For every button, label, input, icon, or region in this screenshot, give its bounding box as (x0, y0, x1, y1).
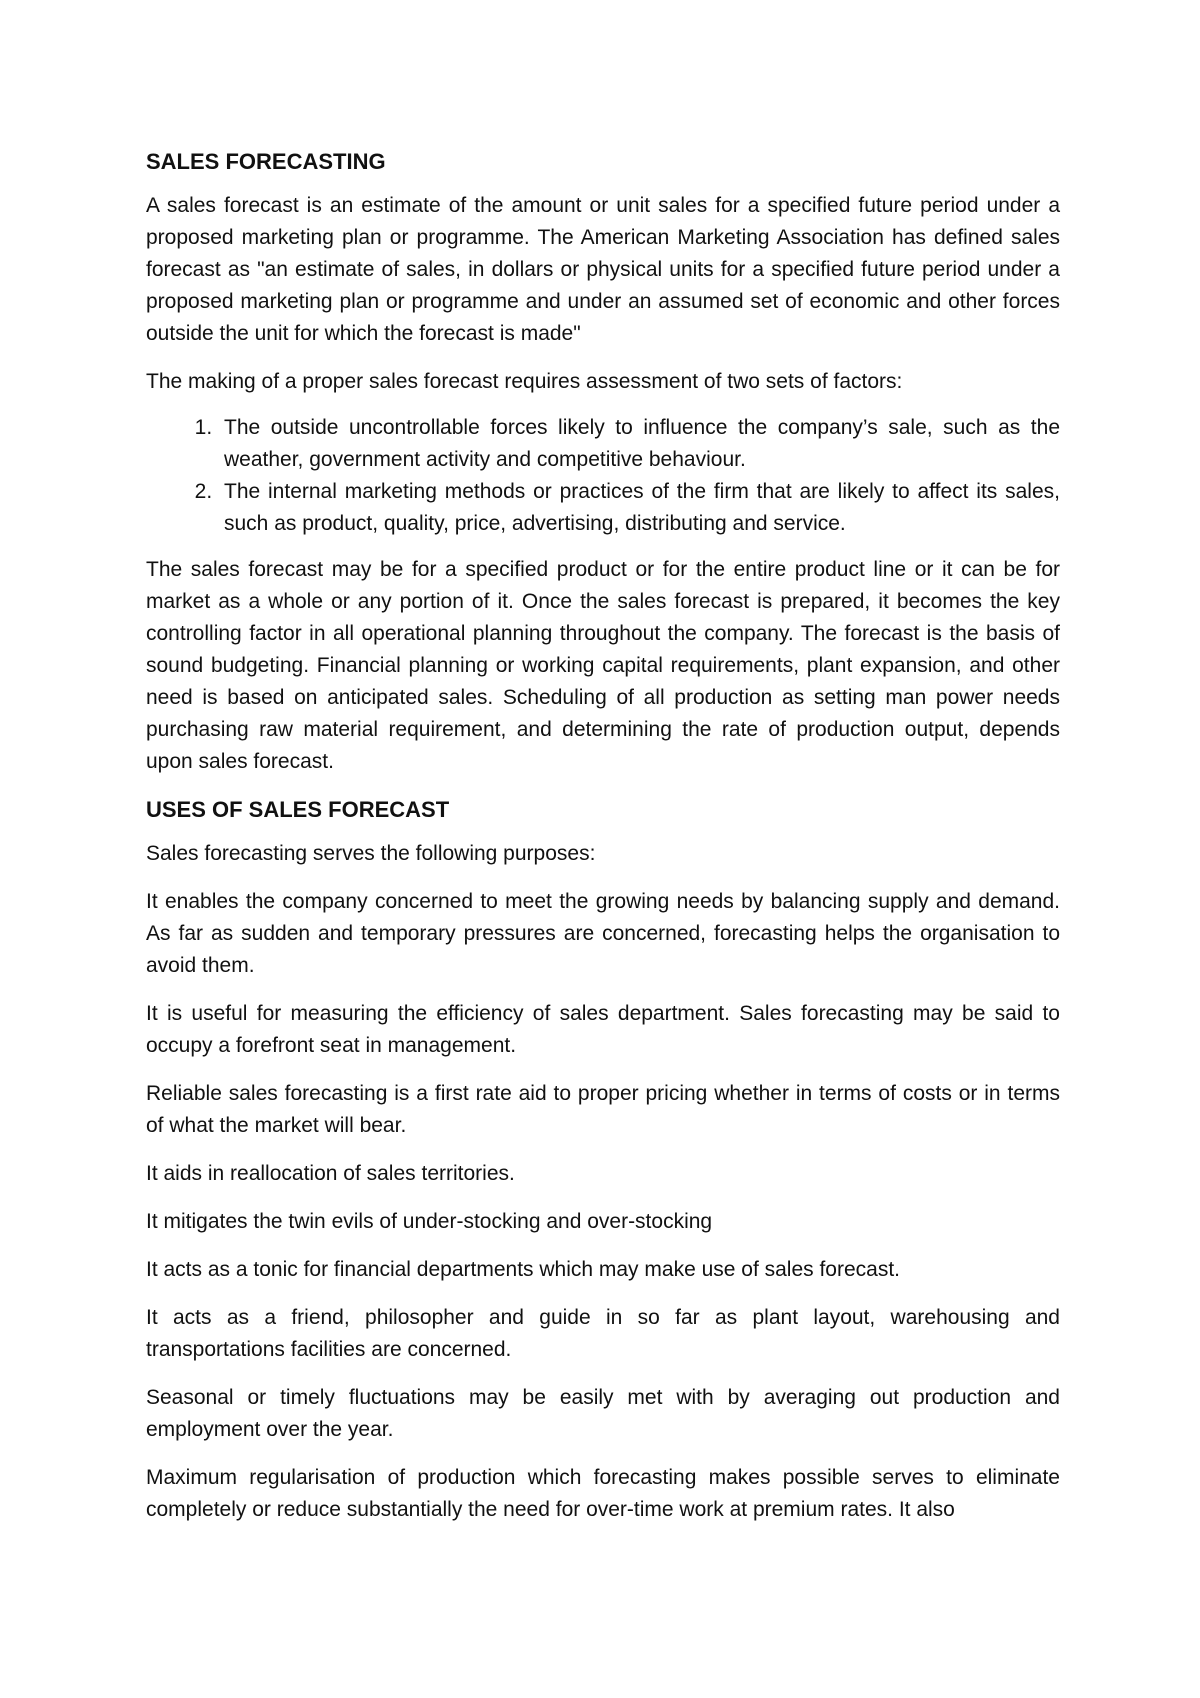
use-item: It enables the company concerned to meet the growing needs by balancing supply and demand. As far as sudden and temporary pressures are concerned, forecasting helps the organisation to avoid them. (146, 890, 1060, 977)
paragraph-uses-intro: Sales forecasting serves the following purposes: (146, 842, 596, 865)
factors-list (146, 412, 1060, 540)
use-item: Seasonal or timely fluctuations may be easily met with by averaging out production and employment over the year. (146, 1386, 1060, 1441)
use-item: It acts as a friend, philosopher and guide in so far as plant layout, warehousing and transportations facilities are concerned. (146, 1306, 1060, 1361)
paragraph-scope: The sales forecast may be for a specified product or for the entire product line or it can be for market as a whole or any portion of it. Once the sales forecast is prepared, it becomes the key controlling factor in all operational planning throughout the company. The forecast is the basis of sound budgeting. Financial planning or working capital requirements, plant expansion, and other need is based on anticipated sales. Scheduling of all production as setting man power needs purchasing raw material requirement, and determining the rate of production output, depends upon sales forecast. (146, 558, 1060, 773)
paragraph-factors-intro: The making of a proper sales forecast requires assessment of two sets of factors: (146, 370, 903, 393)
paragraph-definition: A sales forecast is an estimate of the amount or unit sales for a specified future period under a proposed marketing plan or programme. The American Marketing Association has defined sales forecast as "an estimate of sales, in dollars or physical units for a specified future period under a proposed marketing plan or programme and under an assumed set of economic and other forces outside the unit for which the forecast is made" (146, 194, 1060, 345)
document-page (146, 146, 1060, 1542)
use-item: It acts as a tonic for financial departments which may make use of sales forecast. (146, 1258, 901, 1281)
use-item: It mitigates the twin evils of under-stocking and over-stocking (146, 1210, 713, 1233)
factor-item: 2. The internal marketing methods or practices of the firm that are likely to affect its sales, such as product, quality, price, advertising, distributing and service. (218, 476, 1060, 540)
factor-item: 1. The outside uncontrollable forces likely to influence the company’s sale, such as the weather, government activity and competitive behaviour. (218, 412, 1060, 476)
heading-uses-of-sales-forecast: USES OF SALES FORECAST (146, 797, 450, 822)
use-item: Maximum regularisation of production which forecasting makes possible serves to eliminate completely or reduce substantially the need for over-time work at premium rates. It also (146, 1466, 1060, 1521)
heading-sales-forecasting: SALES FORECASTING (146, 149, 386, 174)
use-item: It aids in reallocation of sales territories. (146, 1162, 515, 1185)
use-item: It is useful for measuring the efficiency of sales department. Sales forecasting may be said to occupy a forefront seat in management. (146, 1002, 1060, 1057)
use-item: Reliable sales forecasting is a first rate aid to proper pricing whether in terms of costs or in terms of what the market will bear. (146, 1082, 1060, 1137)
